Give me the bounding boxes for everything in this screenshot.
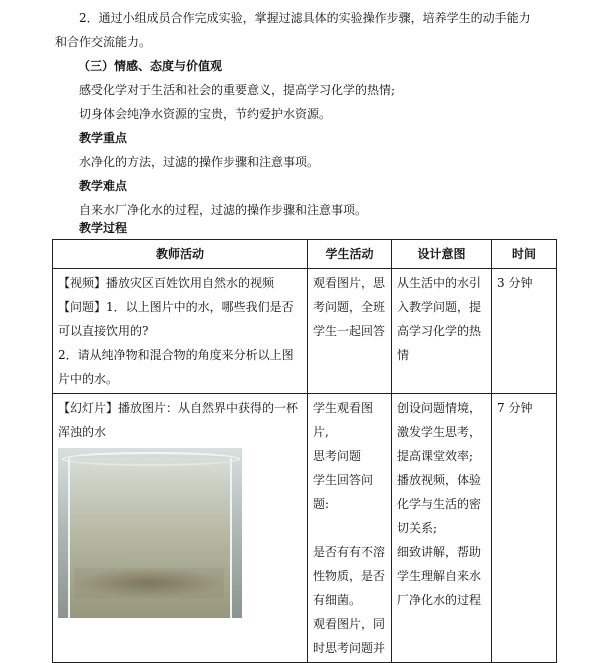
row2-student-cell bbox=[308, 394, 392, 663]
row2-design-line: 播放视频，体验 bbox=[397, 473, 482, 487]
row2-teacher-line: 浑浊的水 bbox=[58, 425, 107, 439]
row2-design-line: 激发学生思考， bbox=[397, 425, 482, 439]
row2-teacher-line: 【幻灯片】播放图片：从自然界中获得的一杯 bbox=[58, 401, 299, 415]
row1-time-cell: 3 分钟 bbox=[492, 269, 557, 394]
key-point-heading: 教学重点 bbox=[79, 131, 128, 145]
row1-teacher-line: 片中的水。 bbox=[58, 372, 119, 386]
row2-student-line: 有细菌。 bbox=[313, 593, 362, 607]
row1-student-line: 考问题，全班 bbox=[313, 300, 386, 314]
row2-student-line: 时思考问题并 bbox=[313, 641, 386, 655]
teaching-process-table bbox=[52, 239, 557, 663]
row1-design-line: 高学习化学的热 bbox=[397, 324, 482, 338]
difficulty-text: 自来水厂净化水的过程，过滤的操作步骤和注意事项。 bbox=[79, 203, 368, 217]
row2-design-line: 化学与生活的密 bbox=[397, 497, 482, 511]
row1-teacher-line: 【视频】播放灾区百姓饮用自然水的视频 bbox=[58, 276, 275, 290]
header-design-intent: 设计意图 bbox=[392, 240, 492, 269]
row1-design-line: 情 bbox=[397, 348, 410, 362]
row1-student-line: 学生一起回答 bbox=[313, 324, 386, 338]
row2-student-line: 学生回答问题: bbox=[313, 473, 374, 511]
row2-student-line: 是否有有不溶 bbox=[313, 545, 386, 559]
row1-design-line: 从生活中的水引 bbox=[397, 276, 482, 290]
row2-student-line: 思考问题 bbox=[313, 449, 362, 463]
row2-design-line: 学生理解自来水 bbox=[397, 569, 482, 583]
difficulty-heading: 教学难点 bbox=[79, 179, 128, 193]
objective-2-line1: 2．通过小组成员合作完成实验，掌握过滤具体的实验操作步骤，培养学生的动手能力 bbox=[79, 11, 531, 25]
row1-design-cell bbox=[392, 269, 492, 394]
section3-item1: 感受化学对于生活和社会的重要意义，提高学习化学的热情; bbox=[79, 83, 396, 97]
table-header-row bbox=[53, 240, 557, 269]
row2-design-line: 提高课堂效率; bbox=[397, 449, 474, 463]
row2-design-line: 创设问题情境， bbox=[397, 401, 482, 415]
row2-student-line bbox=[313, 516, 386, 540]
row1-student-line: 观看图片，思 bbox=[313, 276, 386, 290]
row2-teacher-cell bbox=[53, 394, 308, 663]
row1-teacher-line: 【问题】1．以上图片中的水，哪些我们是否 bbox=[58, 300, 294, 314]
row2-student-line: 学生观看图片, bbox=[313, 401, 374, 439]
key-point-text: 水净化的方法，过滤的操作步骤和注意事项。 bbox=[79, 155, 320, 169]
process-heading: 教学过程 bbox=[79, 221, 128, 235]
row1-design-line: 入教学问题，提 bbox=[397, 300, 482, 314]
row1-teacher-line: 2．请从纯净物和混合物的角度来分析以上图 bbox=[58, 348, 294, 362]
row2-student-line: 性物质，是否 bbox=[313, 569, 386, 583]
muddy-water-beaker-photo bbox=[58, 448, 242, 618]
header-student-activity: 学生活动 bbox=[308, 240, 392, 269]
row2-design-line: 切关系; bbox=[397, 521, 438, 535]
row1-student-cell bbox=[308, 269, 392, 394]
sediment bbox=[74, 568, 224, 598]
row2-student-line: 观看图片，同 bbox=[313, 617, 386, 631]
row2-time-cell: 7 分钟 bbox=[492, 394, 557, 663]
header-teacher-activity: 教师活动 bbox=[53, 240, 308, 269]
header-time: 时间 bbox=[492, 240, 557, 269]
section3-item2: 切身体会纯净水资源的宝贵，节约爱护水资源。 bbox=[79, 107, 332, 121]
row2-design-line: 厂净化水的过程 bbox=[397, 593, 482, 607]
objective-2-line2: 和合作交流能力。 bbox=[55, 35, 152, 49]
row1-teacher-line: 可以直接饮用的? bbox=[58, 324, 149, 338]
row1-teacher-cell bbox=[53, 269, 308, 394]
section3-heading: （三）情感、态度与价值观 bbox=[78, 59, 223, 73]
row2-design-line: 细致讲解，帮助 bbox=[397, 545, 482, 559]
table-row bbox=[53, 394, 557, 663]
row2-design-cell bbox=[392, 394, 492, 663]
table-row bbox=[53, 269, 557, 394]
